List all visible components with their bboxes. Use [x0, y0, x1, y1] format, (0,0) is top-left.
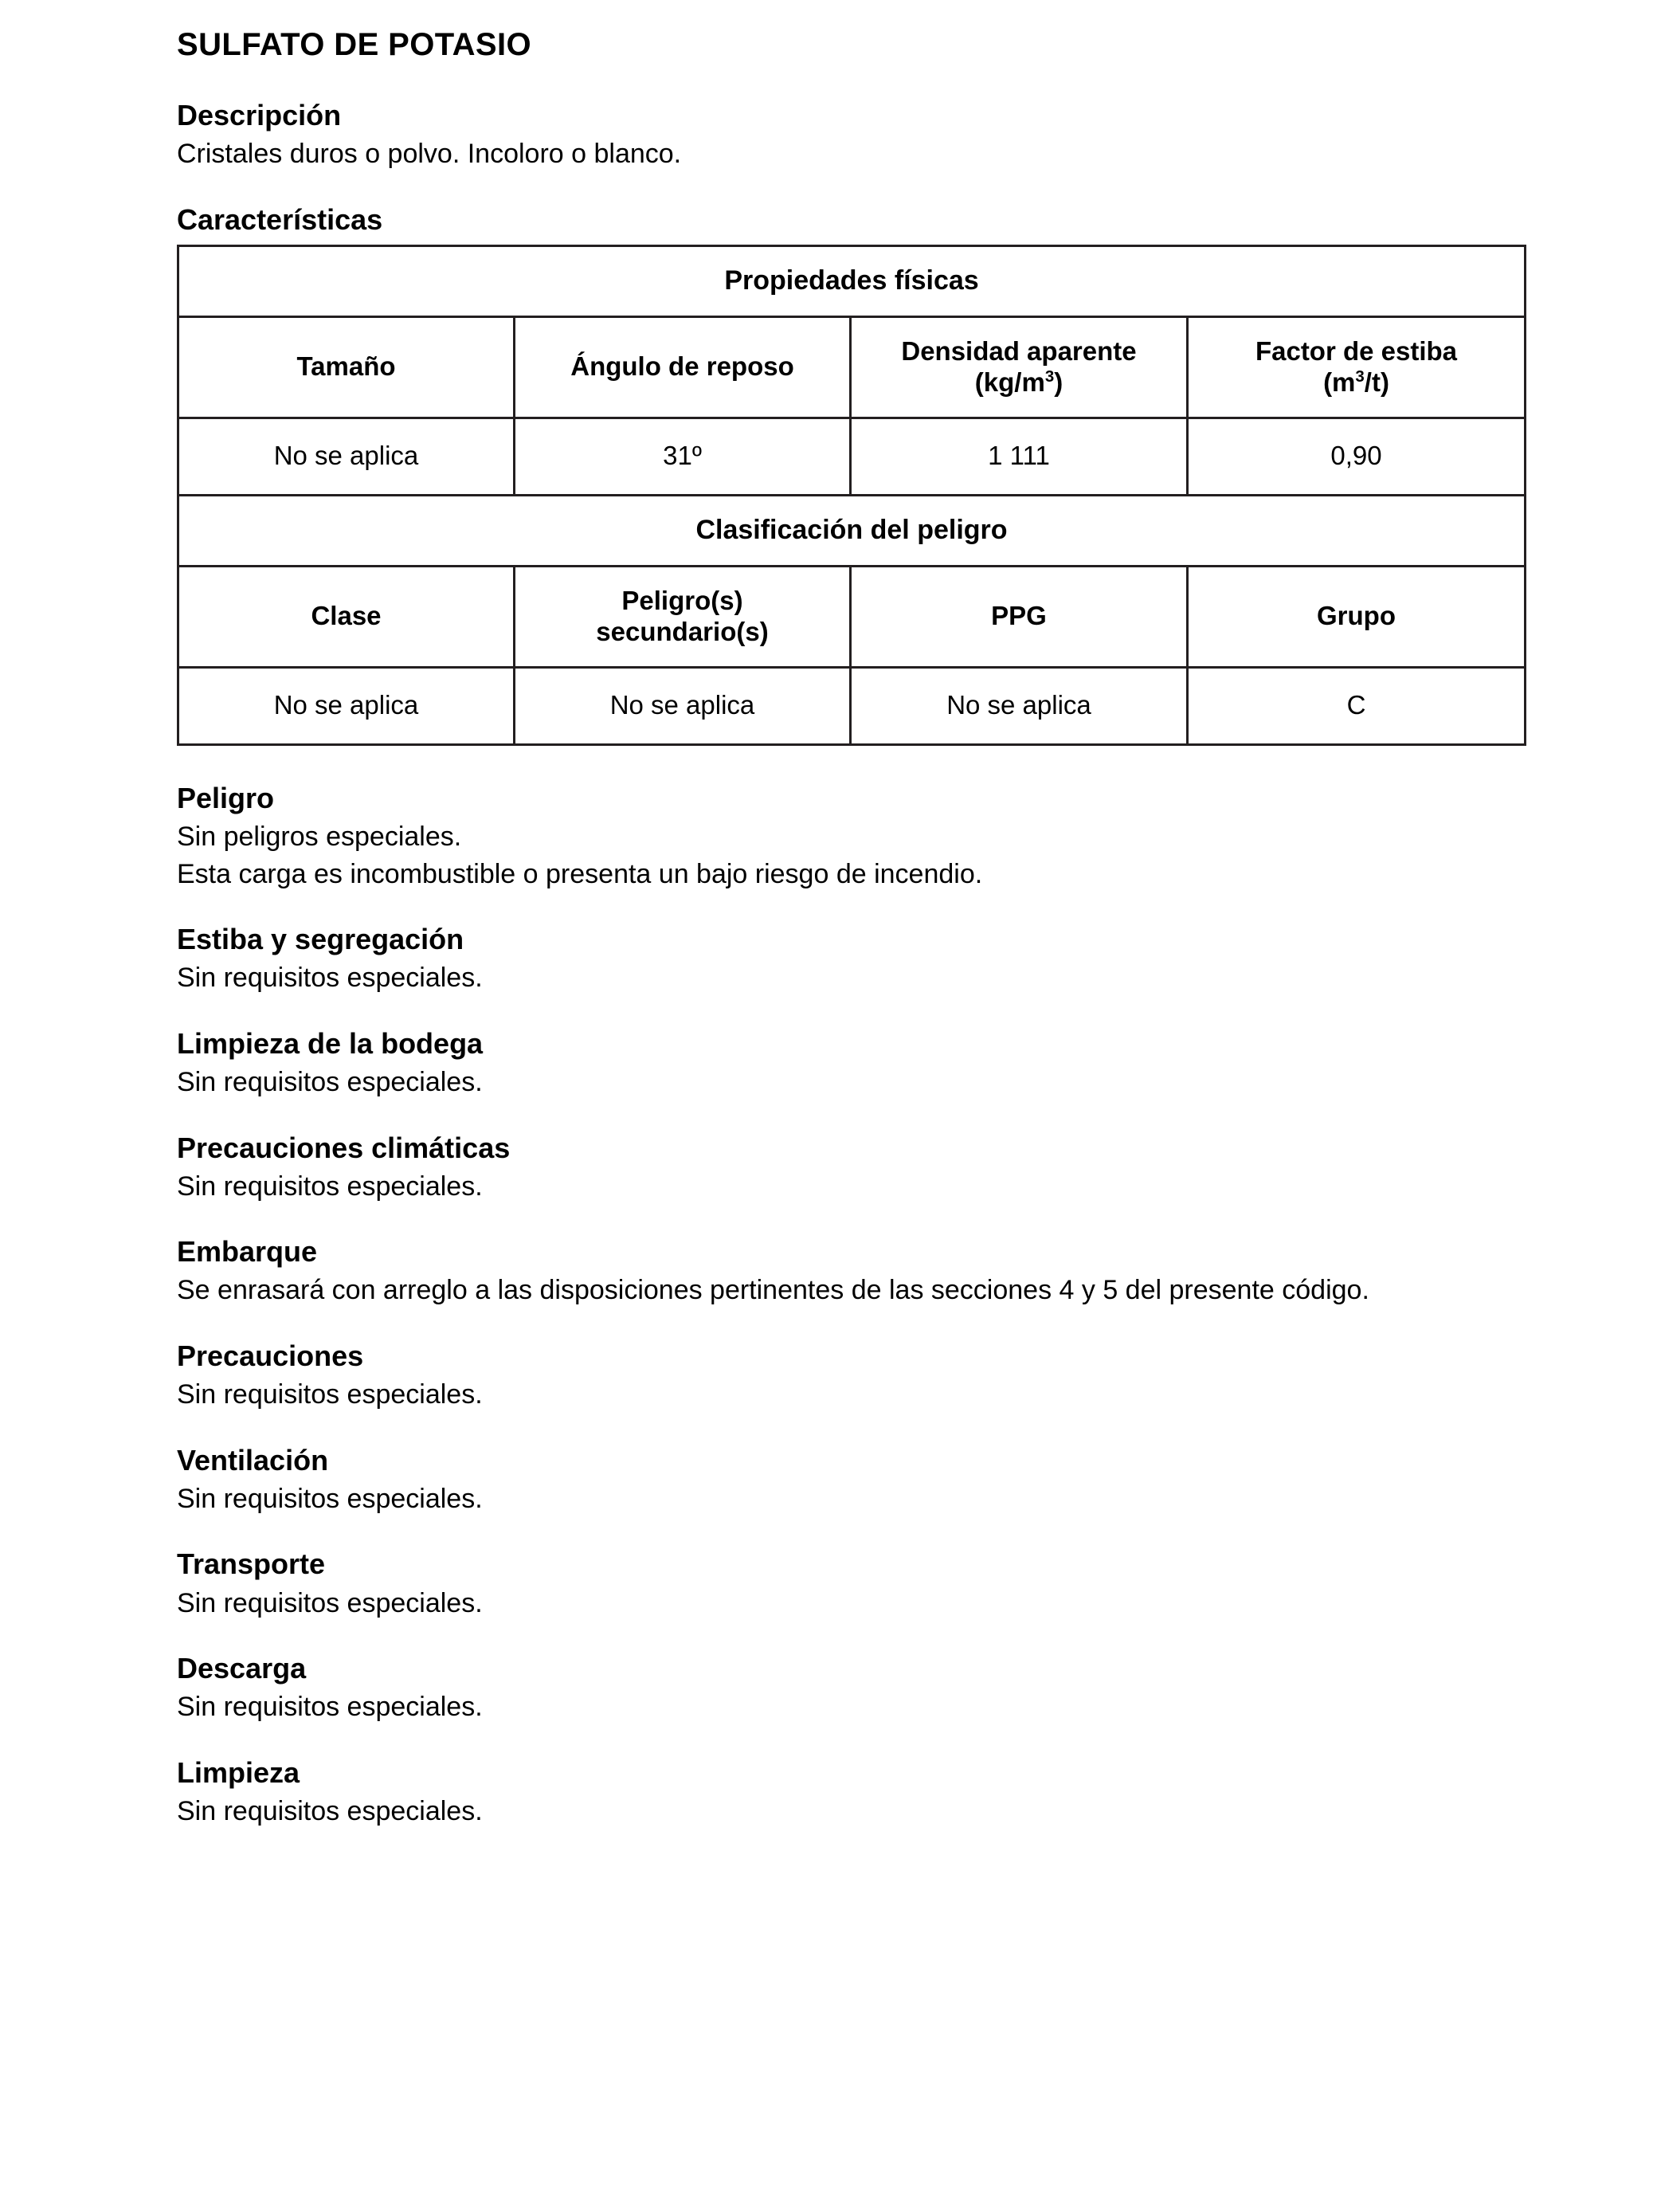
- section-heading-estiba-y-segregacion: Estiba y segregación: [177, 923, 464, 956]
- table-cell-angulo-de-reposo: 31º: [515, 418, 851, 495]
- table-col-header-ppg: PPG: [851, 566, 1188, 667]
- section-body-peligro-line-2: Esta carga es incombustible o presenta un bajo riesgo de incendio.: [177, 858, 983, 889]
- densidad-label: Densidad aparente: [901, 335, 1137, 366]
- section-caracteristicas: [177, 202, 1526, 746]
- table-col-header-clase: Clase: [178, 566, 515, 667]
- table-header-row-hazard: [178, 566, 1526, 667]
- section-body-peligro-line-1: Sin peligros especiales.: [177, 822, 462, 853]
- table-col-header-grupo: Grupo: [1188, 566, 1526, 667]
- spacer: [177, 914, 1526, 922]
- table-band-title-physical: Propiedades físicas: [178, 245, 1526, 316]
- estiba-label: Factor de estiba: [1255, 335, 1458, 366]
- table-header-row-physical: [178, 316, 1526, 418]
- section-ventilacion: [177, 1443, 1526, 1517]
- section-body-descarga: Sin requisitos especiales.: [177, 1692, 483, 1723]
- section-body-ventilacion: Sin requisitos especiales.: [177, 1483, 483, 1514]
- table-cell-densidad-aparente: 1 111: [851, 418, 1188, 495]
- densidad-unit-open: (kg/m: [974, 367, 1045, 397]
- section-peligro: [177, 781, 1526, 892]
- spacer: [177, 1123, 1526, 1131]
- densidad-unit-exponent: 3: [1044, 367, 1055, 386]
- table-cell-grupo: C: [1188, 667, 1526, 744]
- section-body-precauciones-climaticas: Sin requisitos especiales.: [177, 1171, 483, 1202]
- section-body-limpieza: Sin requisitos especiales.: [177, 1795, 483, 1826]
- table-cell-peligros-secundarios: No se aplica: [515, 667, 851, 744]
- section-body-descripcion: Cristales duros o polvo. Incoloro o blanco.: [177, 138, 682, 169]
- section-body-limpieza-de-la-bodega: Sin requisitos especiales.: [177, 1067, 483, 1098]
- section-heading-descripcion: Descripción: [177, 98, 342, 131]
- section-transporte: [177, 1547, 1526, 1621]
- section-estiba-y-segregacion: [177, 922, 1526, 996]
- section-descarga: [177, 1651, 1526, 1725]
- section-heading-precauciones-climaticas: Precauciones climáticas: [177, 1131, 511, 1164]
- characteristics-table: [177, 245, 1526, 746]
- estiba-unit-exponent: 3: [1355, 367, 1365, 386]
- table-band-title-hazard: Clasificación del peligro: [178, 495, 1526, 566]
- peligro-secundario-line-1: Peligro(s): [621, 585, 743, 615]
- section-heading-embarque: Embarque: [177, 1235, 318, 1269]
- spacer: [177, 1539, 1526, 1547]
- section-embarque: [177, 1234, 1526, 1308]
- estiba-unit-close: /t): [1364, 367, 1389, 397]
- section-body-transporte: Sin requisitos especiales.: [177, 1587, 483, 1618]
- section-body-estiba-y-segregacion: Sin requisitos especiales.: [177, 963, 483, 994]
- densidad-unit: [860, 367, 1178, 398]
- table-col-header-tamano: Tamaño: [178, 316, 515, 418]
- table-band-hazard: [178, 495, 1526, 566]
- section-precauciones: [177, 1339, 1526, 1413]
- estiba-unit-open: (m: [1323, 367, 1356, 397]
- section-heading-precauciones: Precauciones: [177, 1339, 364, 1372]
- table-row: [178, 667, 1526, 744]
- spacer: [177, 1435, 1526, 1443]
- densidad-unit-close: ): [1054, 367, 1063, 397]
- section-heading-ventilacion: Ventilación: [177, 1443, 329, 1477]
- spacer: [177, 1747, 1526, 1755]
- table-band-physical: [178, 245, 1526, 316]
- section-body-embarque: Se enrasará con arreglo a las disposiciones pertinentes de las secciones 4 y 5 del presente código.: [177, 1275, 1369, 1306]
- spacer: [177, 1226, 1526, 1234]
- section-limpieza: [177, 1755, 1526, 1830]
- section-heading-descarga: Descarga: [177, 1652, 307, 1685]
- estiba-unit: [1197, 367, 1516, 398]
- table-col-header-factor-de-estiba: [1188, 316, 1526, 418]
- section-body-precauciones: Sin requisitos especiales.: [177, 1379, 483, 1410]
- table-cell-tamano: No se aplica: [178, 418, 515, 495]
- section-heading-limpieza-de-la-bodega: Limpieza de la bodega: [177, 1026, 484, 1060]
- section-precauciones-climaticas: [177, 1131, 1526, 1205]
- section-heading-peligro: Peligro: [177, 781, 275, 814]
- spacer: [177, 1643, 1526, 1651]
- page-title: SULFATO DE POTASIO: [177, 27, 532, 62]
- section-limpieza-de-la-bodega: [177, 1026, 1526, 1100]
- spacer: [177, 1018, 1526, 1026]
- section-heading-caracteristicas: Características: [177, 202, 383, 236]
- spacer: [177, 1331, 1526, 1339]
- table-col-header-peligros-secundarios: [515, 566, 851, 667]
- spacer: [177, 194, 1526, 202]
- table-col-header-densidad-aparente: [851, 316, 1188, 418]
- table-row: [178, 418, 1526, 495]
- section-heading-transporte: Transporte: [177, 1547, 326, 1581]
- section-descripcion: [177, 98, 1526, 172]
- table-cell-factor-de-estiba: 0,90: [1188, 418, 1526, 495]
- table-cell-clase: No se aplica: [178, 667, 515, 744]
- table-col-header-angulo-de-reposo: Ángulo de reposo: [515, 316, 851, 418]
- section-heading-limpieza: Limpieza: [177, 1755, 300, 1789]
- peligro-secundario-line-2: secundario(s): [596, 616, 769, 646]
- table-cell-ppg: No se aplica: [851, 667, 1188, 744]
